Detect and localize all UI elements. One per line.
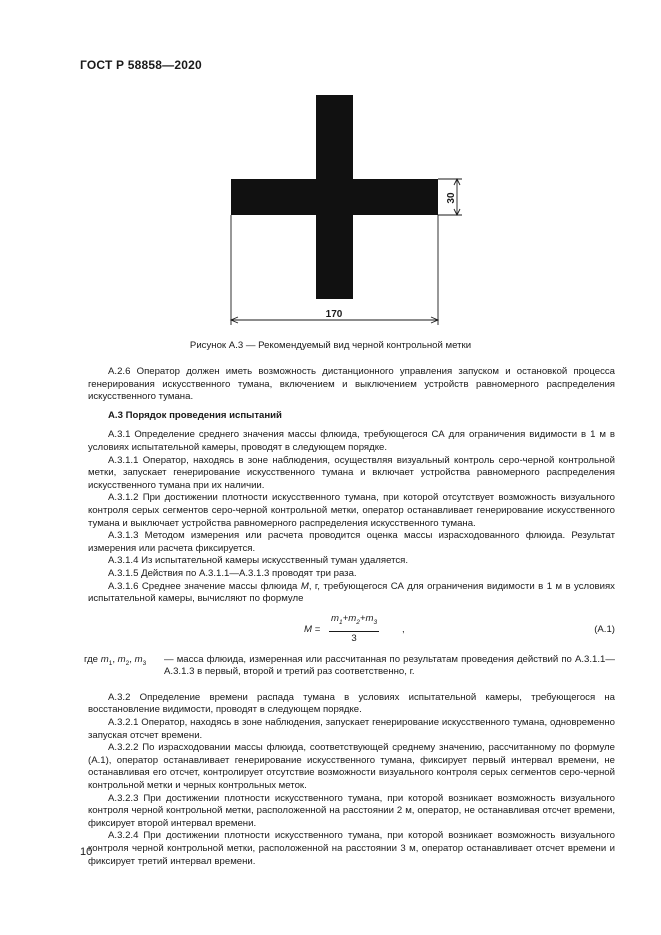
para-a323: А.3.2.3 При достижении плотности искусственного тумана, при которой возникает возможность визуального контроля черной контрольной метки, расположенной на расстоянии 2 м, оператор, не останавливая отсчет времени, фиксирует второй интервал времени. xyxy=(88,792,615,829)
formula-denominator: 3 xyxy=(351,633,357,645)
formula-number: (А.1) xyxy=(594,623,615,635)
para-a31: А.3.1 Определение среднего значения массы флюида, требующегося СА для ограничения видимости в 1 м в условиях испытательной камеры, проводят в следующем порядке. xyxy=(88,429,615,453)
para-a26: А.2.6 Оператор должен иметь возможность дистанционного управления запуском и остановкой процесса генерирования искусственного тумана, включением и выключением устройств равномерного распределения искусственного тумана. xyxy=(88,366,615,403)
para-a324: А.3.2.4 При достижении плотности искусственного тумана, при которой возникает возможность визуального контроля черной контрольной метки, расположенной на расстоянии 3 м, оператор останавливает отсчет времени и фиксирует третий интервал времени. xyxy=(88,830,615,867)
dimension-width-label: 170 xyxy=(325,309,343,320)
para-a316: А.3.1.6 Среднее значение массы флюида M, г, требующегося СА для ограничения видимости в 1 м в условиях испытательной камеры, вычисляют по формуле xyxy=(88,580,615,605)
para-a311: А.3.1.1 Оператор, находясь в зоне наблюдения, осуществляя визуальный контроль серо-черной контрольной метки, запускает генерирование искусственного тумана и включает устройства равномерного распределения искусственного тумана при их наличии. xyxy=(88,454,615,491)
formula-lhs: M = xyxy=(304,623,321,635)
para-a312: А.3.1.2 При достижении плотности искусственного тумана, при которой отсутствует возможность визуального контроля серых сегментов серо-черной контрольной метки, оператор останавливает генерирование искусственного тумана и выключает устройства равномерного распределения искусственного тумана. xyxy=(88,492,615,529)
formula-fraction xyxy=(329,613,379,646)
para-a314: А.3.1.4 Из испытательной камеры искусственный туман удаляется. xyxy=(108,555,409,567)
formula-a1 xyxy=(88,611,615,651)
para-a313: А.3.1.3 Методом измерения или расчета проводится оценка массы израсходованного флюида. Результат измерения или расчета фиксируется. xyxy=(88,530,615,554)
para-a315: А.3.1.5 Действия по А.3.1.1—А.3.1.3 проводят три раза. xyxy=(108,567,357,579)
cross-horizontal-bar xyxy=(231,179,438,215)
page-number: 10 xyxy=(80,846,93,858)
document-number: ГОСТ Р 58858—2020 xyxy=(80,58,202,72)
dimension-height-label: 30 xyxy=(446,192,457,204)
cross-mark-figure xyxy=(0,0,661,340)
section-heading-a3: А.3 Порядок проведения испытаний xyxy=(108,409,282,421)
figure-caption: Рисунок А.3 — Рекомендуемый вид черной контрольной метки xyxy=(189,340,472,351)
legend-text: — масса флюида, измеренная или рассчитанная по результатам проведения действий по А.3.1.1—А.3.1.3 в первый, второй и третий раз соответственно, г. xyxy=(164,653,615,678)
para-a321: А.3.2.1 Оператор, находясь в зоне наблюдения, запускает генерирование искусственного тумана, одновременно запуская отсчет времени. xyxy=(88,717,615,741)
formula-numerator: $m_1+m_2+m_3$ xyxy=(329,613,379,633)
para-a322: А.3.2.2 По израсходовании массы флюида, соответствующей среднему значению, рассчитанному по формуле (А.1), оператор останавливает генерирование искусственного тумана, фиксирует первый интервал времени, не останавливая его отсчет, контролирует отсутствие возможности визуального контроля серых сегментов серо-черной контрольной метки и черных контрольных меток. xyxy=(88,742,615,792)
formula-comma: , xyxy=(402,623,405,635)
formula-legend xyxy=(84,653,615,679)
para-a32: А.3.2 Определение времени распада тумана в условиях испытательной камеры, требующегося на восстановление видимости, проводят в следующем порядке. xyxy=(88,691,615,716)
legend-symbols: где $m_1$, $m_2$, $m_3$ xyxy=(84,653,147,667)
variable-m: M xyxy=(300,580,309,592)
